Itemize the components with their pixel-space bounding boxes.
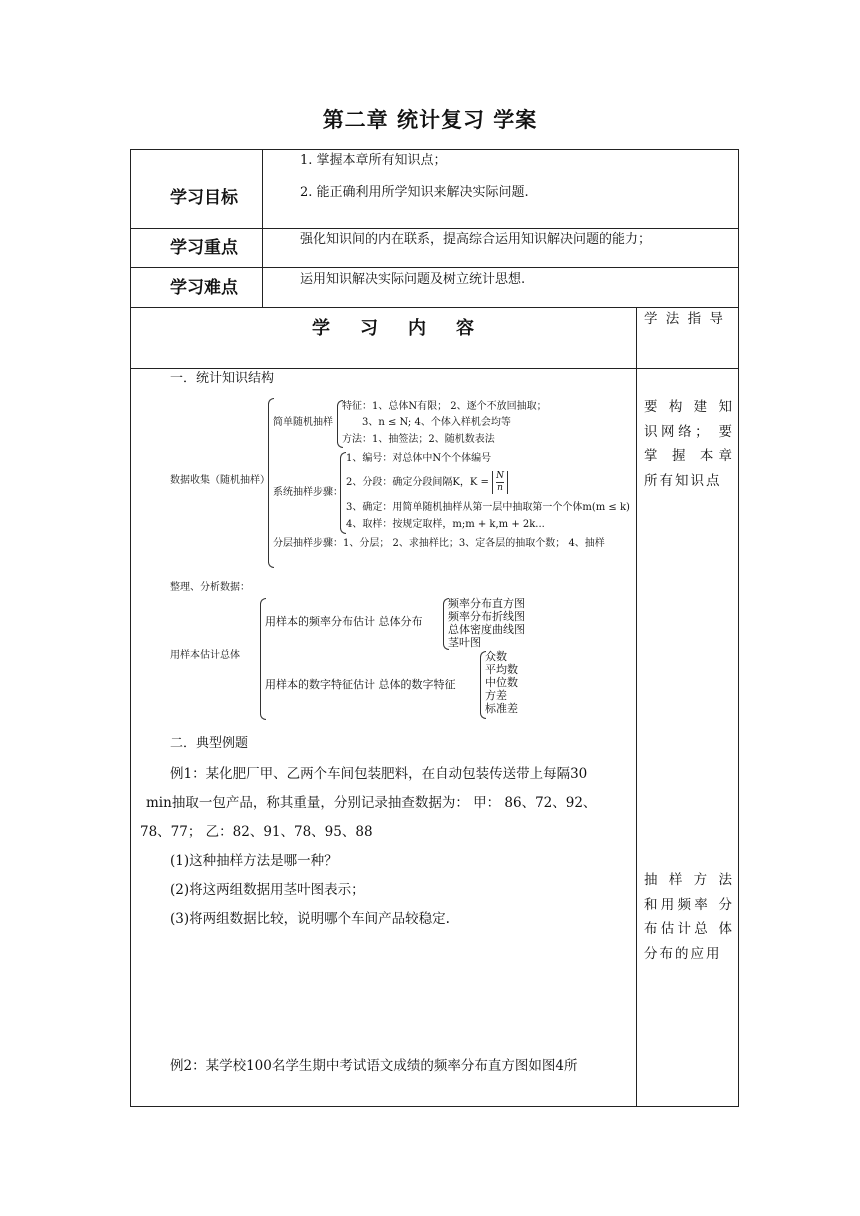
content-header: 学 习 内 容: [312, 318, 480, 339]
freq-item-2: 频率分布折线图: [448, 610, 525, 623]
freq-item-1: 频率分布直方图: [448, 597, 525, 610]
fraction: [492, 471, 508, 494]
example-2-line-1: 例2：某学校100名学生期中考试语文成绩的频率分布直方图如图4所: [170, 1058, 578, 1074]
numfeat-item-5: 标准差: [485, 702, 518, 715]
organize-label: 整理、分析数据：: [170, 582, 250, 593]
method-header: 学 法 指 导: [644, 311, 725, 327]
guide-sampling: 抽 样 方 法和用频率 分布估计总 体分布的应用: [644, 872, 734, 962]
freq-item-3: 总体密度曲线图: [448, 623, 525, 636]
sys-step-1: 1、编号：对总体中N个个体编号: [346, 453, 492, 464]
table-border-bottom: [130, 1106, 738, 1107]
example-1-line-1: 例1：某化肥厂甲、乙两个车间包装肥料，在自动包装传送带上每隔30: [170, 766, 588, 782]
numfeat-label: 用样本的数字特征估计 总体的数字特征: [265, 678, 456, 691]
srs-method: 方法：1、抽签法；2、随机数表法: [342, 434, 495, 445]
difficulties-text: 运用知识解决实际问题及树立统计思想.: [300, 272, 526, 287]
srs-features-2: 3、n ≤ N; 4、个体入样机会均等: [362, 417, 511, 428]
example-1-q3: (3)将两组数据比较，说明哪个车间产品较稳定.: [170, 911, 450, 927]
table-border-right: [738, 149, 739, 1107]
sys-step-3: 3、确定：用简单随机抽样从第一层中抽取第一个个体m(m ≤ k): [346, 502, 630, 513]
guide-knowledge: 要 构 建 知识网络； 要 掌 握 本章所有知识点: [644, 399, 734, 489]
sys-label: 系统抽样步骤：: [273, 487, 343, 498]
freq-label: 用样本的频率分布估计 总体分布: [265, 615, 423, 628]
guide-column-divider: [636, 307, 637, 1107]
table-border-left: [130, 149, 131, 1107]
key-points-text: 强化知识间的内在联系，提高综合运用知识解决问题的能力；: [300, 232, 652, 247]
srs-label: 简单随机抽样: [273, 417, 333, 428]
label-difficulties: 学习难点: [170, 278, 238, 298]
freq-item-4: 茎叶图: [448, 636, 481, 649]
fraction-numerator: N: [496, 471, 504, 481]
section-2-heading: 二．典型例题: [170, 736, 249, 751]
label-key-points: 学习重点: [170, 238, 238, 258]
row-divider: [130, 267, 738, 268]
section-1-heading: 一．统计知识结构: [170, 371, 275, 386]
objective-2: 2. 能正确利用所学知识来解决实际问题.: [300, 185, 529, 200]
row-divider: [130, 368, 738, 369]
estimate-label: 用样本估计总体: [170, 650, 240, 661]
row-divider: [130, 228, 738, 229]
objective-1: 1. 掌握本章所有知识点；: [300, 153, 447, 168]
example-1-q1: (1)这种抽样方法是哪一种？: [170, 853, 338, 869]
label-column-divider: [262, 149, 263, 308]
table-border-top: [130, 149, 738, 150]
fraction-denominator: n: [497, 483, 503, 493]
strat-steps: 分层抽样步骤：1、分层； 2、求抽样比；3、定各层的抽取个数； 4、抽样: [273, 538, 605, 549]
numfeat-item-3: 中位数: [485, 676, 518, 689]
numfeat-item-4: 方差: [485, 689, 507, 702]
sys-step-2-text: 2、分段：确定分段间隔K，K =: [346, 477, 489, 488]
sys-step-4: 4、取样：按规定取样，m;m + k,m + 2k...: [346, 519, 545, 530]
numfeat-item-2: 平均数: [485, 663, 518, 676]
example-1-line-2: min抽取一包产品，称其重量，分别记录抽查数据为： 甲： 86、72、92、: [146, 795, 597, 811]
srs-features: 特征：1、总体N有限； 2、逐个不放回抽取；: [342, 401, 547, 412]
label-objectives: 学习目标: [170, 188, 238, 208]
page-title: 第二章 统计复习 学案: [322, 108, 538, 132]
numfeat-item-1: 众数: [485, 650, 507, 663]
diagram-root: 数据收集（随机抽样）: [170, 475, 270, 486]
sys-step-2: [346, 471, 508, 494]
example-1-q2: (2)将这两组数据用茎叶图表示；: [170, 882, 365, 898]
example-1-line-3: 78、77； 乙：82、91、78、95、88: [140, 824, 373, 840]
